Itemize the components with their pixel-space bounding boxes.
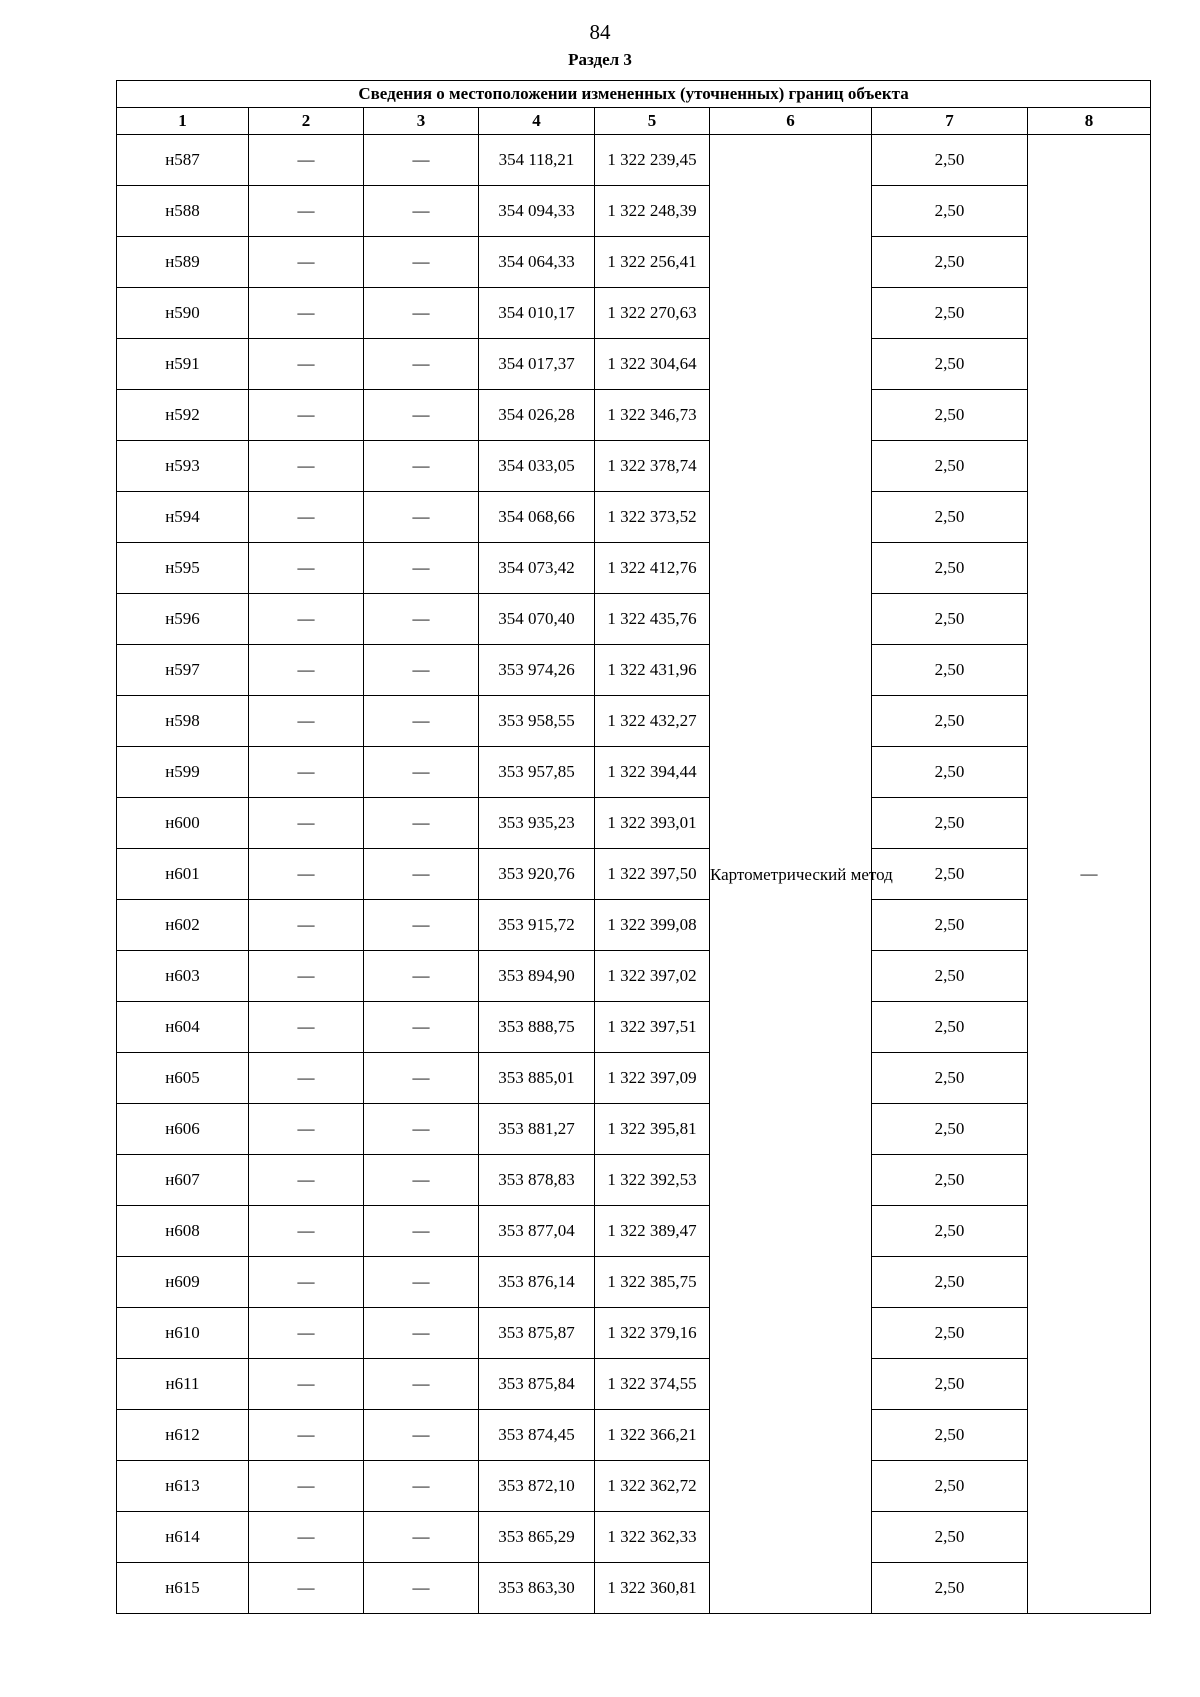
coordinate-x: 353 881,27 xyxy=(479,1104,595,1155)
table-row xyxy=(117,645,1151,696)
accuracy-value: 2,50 xyxy=(872,1461,1028,1512)
accuracy-value: 2,50 xyxy=(872,135,1028,186)
table-row xyxy=(117,696,1151,747)
coordinate-x: 354 070,40 xyxy=(479,594,595,645)
table-body xyxy=(117,135,1151,1614)
table-row xyxy=(117,1461,1151,1512)
column-header-5: 5 xyxy=(595,108,710,135)
coordinate-x: 353 878,83 xyxy=(479,1155,595,1206)
coordinate-x: 353 920,76 xyxy=(479,849,595,900)
table-caption: Сведения о местоположении измененных (уточненных) границ объекта xyxy=(117,81,1151,108)
column-3-value: — xyxy=(364,339,479,390)
table-row xyxy=(117,288,1151,339)
point-number: н602 xyxy=(117,900,249,951)
coordinate-x: 354 010,17 xyxy=(479,288,595,339)
point-number: н606 xyxy=(117,1104,249,1155)
column-2-value: — xyxy=(249,1563,364,1614)
accuracy-value: 2,50 xyxy=(872,237,1028,288)
coordinate-x: 354 068,66 xyxy=(479,492,595,543)
column-3-value: — xyxy=(364,288,479,339)
coordinate-y: 1 322 397,02 xyxy=(595,951,710,1002)
accuracy-value: 2,50 xyxy=(872,1257,1028,1308)
coordinate-x: 353 935,23 xyxy=(479,798,595,849)
table-row xyxy=(117,1206,1151,1257)
point-number: н603 xyxy=(117,951,249,1002)
coordinate-y: 1 322 397,51 xyxy=(595,1002,710,1053)
column-3-value: — xyxy=(364,1206,479,1257)
column-8-value: — xyxy=(1028,135,1151,1614)
table-row xyxy=(117,951,1151,1002)
column-3-value: — xyxy=(364,696,479,747)
column-3-value: — xyxy=(364,1410,479,1461)
column-3-value: — xyxy=(364,1257,479,1308)
table-row xyxy=(117,1359,1151,1410)
column-2-value: — xyxy=(249,1206,364,1257)
coordinate-x: 354 118,21 xyxy=(479,135,595,186)
column-2-value: — xyxy=(249,1155,364,1206)
coordinate-y: 1 322 346,73 xyxy=(595,390,710,441)
coordinate-x: 353 915,72 xyxy=(479,900,595,951)
column-2-value: — xyxy=(249,645,364,696)
page-number: 84 xyxy=(589,20,611,44)
column-header-2: 2 xyxy=(249,108,364,135)
point-number: н604 xyxy=(117,1002,249,1053)
table-row xyxy=(117,1410,1151,1461)
accuracy-value: 2,50 xyxy=(872,1563,1028,1614)
accuracy-value: 2,50 xyxy=(872,1512,1028,1563)
column-3-value: — xyxy=(364,1359,479,1410)
accuracy-value: 2,50 xyxy=(872,390,1028,441)
column-2-value: — xyxy=(249,747,364,798)
column-header-3: 3 xyxy=(364,108,479,135)
column-2-value: — xyxy=(249,696,364,747)
accuracy-value: 2,50 xyxy=(872,441,1028,492)
column-3-value: — xyxy=(364,1308,479,1359)
accuracy-value: 2,50 xyxy=(872,1308,1028,1359)
column-3-value: — xyxy=(364,237,479,288)
coordinate-x: 353 974,26 xyxy=(479,645,595,696)
accuracy-value: 2,50 xyxy=(872,1053,1028,1104)
point-number: н608 xyxy=(117,1206,249,1257)
column-2-value: — xyxy=(249,237,364,288)
column-header-7: 7 xyxy=(872,108,1028,135)
coordinate-y: 1 322 362,72 xyxy=(595,1461,710,1512)
coordinate-y: 1 322 270,63 xyxy=(595,288,710,339)
determination-method: Картометрический метод xyxy=(710,135,872,1614)
column-2-value: — xyxy=(249,1257,364,1308)
table-row xyxy=(117,1053,1151,1104)
accuracy-value: 2,50 xyxy=(872,849,1028,900)
column-3-value: — xyxy=(364,492,479,543)
table-row xyxy=(117,339,1151,390)
column-header-6: 6 xyxy=(710,108,872,135)
coordinate-y: 1 322 389,47 xyxy=(595,1206,710,1257)
accuracy-value: 2,50 xyxy=(872,645,1028,696)
column-2-value: — xyxy=(249,288,364,339)
column-2-value: — xyxy=(249,849,364,900)
column-2-value: — xyxy=(249,492,364,543)
column-3-value: — xyxy=(364,1155,479,1206)
table-row xyxy=(117,1002,1151,1053)
coordinate-y: 1 322 378,74 xyxy=(595,441,710,492)
column-2-value: — xyxy=(249,1512,364,1563)
accuracy-value: 2,50 xyxy=(872,1002,1028,1053)
column-2-value: — xyxy=(249,390,364,441)
column-3-value: — xyxy=(364,1002,479,1053)
coordinate-x: 354 073,42 xyxy=(479,543,595,594)
coordinate-y: 1 322 395,81 xyxy=(595,1104,710,1155)
column-3-value: — xyxy=(364,645,479,696)
point-number: н615 xyxy=(117,1563,249,1614)
column-2-value: — xyxy=(249,441,364,492)
column-header-8: 8 xyxy=(1028,108,1151,135)
coordinate-y: 1 322 374,55 xyxy=(595,1359,710,1410)
point-number: н607 xyxy=(117,1155,249,1206)
point-number: н595 xyxy=(117,543,249,594)
table-row xyxy=(117,900,1151,951)
accuracy-value: 2,50 xyxy=(872,696,1028,747)
table-row xyxy=(117,1257,1151,1308)
table-row xyxy=(117,798,1151,849)
point-number: н592 xyxy=(117,390,249,441)
table-row xyxy=(117,237,1151,288)
coordinate-x: 353 875,87 xyxy=(479,1308,595,1359)
table-row xyxy=(117,186,1151,237)
coordinate-y: 1 322 379,16 xyxy=(595,1308,710,1359)
column-2-value: — xyxy=(249,1461,364,1512)
table-row xyxy=(117,1104,1151,1155)
point-number: н601 xyxy=(117,849,249,900)
boundary-coordinates-table xyxy=(116,80,1151,1614)
point-number: н587 xyxy=(117,135,249,186)
column-2-value: — xyxy=(249,1002,364,1053)
column-number-row xyxy=(117,108,1151,135)
point-number: н596 xyxy=(117,594,249,645)
coordinate-x: 353 872,10 xyxy=(479,1461,595,1512)
column-2-value: — xyxy=(249,1053,364,1104)
coordinate-y: 1 322 256,41 xyxy=(595,237,710,288)
coordinate-x: 354 026,28 xyxy=(479,390,595,441)
coordinate-x: 353 885,01 xyxy=(479,1053,595,1104)
point-number: н605 xyxy=(117,1053,249,1104)
point-number: н599 xyxy=(117,747,249,798)
column-2-value: — xyxy=(249,1410,364,1461)
point-number: н591 xyxy=(117,339,249,390)
column-3-value: — xyxy=(364,1104,479,1155)
coordinate-x: 353 876,14 xyxy=(479,1257,595,1308)
column-3-value: — xyxy=(364,1461,479,1512)
column-2-value: — xyxy=(249,900,364,951)
point-number: н609 xyxy=(117,1257,249,1308)
column-2-value: — xyxy=(249,1104,364,1155)
coordinate-y: 1 322 397,09 xyxy=(595,1053,710,1104)
accuracy-value: 2,50 xyxy=(872,951,1028,1002)
table-row xyxy=(117,1512,1151,1563)
point-number: н612 xyxy=(117,1410,249,1461)
column-2-value: — xyxy=(249,543,364,594)
column-3-value: — xyxy=(364,441,479,492)
coordinate-y: 1 322 385,75 xyxy=(595,1257,710,1308)
table-row xyxy=(117,441,1151,492)
coordinate-x: 354 064,33 xyxy=(479,237,595,288)
coordinate-x: 353 957,85 xyxy=(479,747,595,798)
accuracy-value: 2,50 xyxy=(872,1206,1028,1257)
column-2-value: — xyxy=(249,135,364,186)
accuracy-value: 2,50 xyxy=(872,594,1028,645)
table-row xyxy=(117,1155,1151,1206)
coordinate-y: 1 322 397,50 xyxy=(595,849,710,900)
accuracy-value: 2,50 xyxy=(872,492,1028,543)
accuracy-value: 2,50 xyxy=(872,543,1028,594)
coordinate-y: 1 322 248,39 xyxy=(595,186,710,237)
column-2-value: — xyxy=(249,594,364,645)
column-2-value: — xyxy=(249,186,364,237)
column-3-value: — xyxy=(364,798,479,849)
coordinate-x: 354 033,05 xyxy=(479,441,595,492)
coordinate-y: 1 322 362,33 xyxy=(595,1512,710,1563)
coordinate-x: 353 874,45 xyxy=(479,1410,595,1461)
coordinate-y: 1 322 304,64 xyxy=(595,339,710,390)
coordinate-x: 353 958,55 xyxy=(479,696,595,747)
column-3-value: — xyxy=(364,390,479,441)
table-row xyxy=(117,390,1151,441)
column-3-value: — xyxy=(364,135,479,186)
point-number: н611 xyxy=(117,1359,249,1410)
column-3-value: — xyxy=(364,543,479,594)
column-3-value: — xyxy=(364,951,479,1002)
coordinate-x: 354 017,37 xyxy=(479,339,595,390)
coordinate-y: 1 322 239,45 xyxy=(595,135,710,186)
column-3-value: — xyxy=(364,594,479,645)
column-header-4: 4 xyxy=(479,108,595,135)
coordinate-y: 1 322 373,52 xyxy=(595,492,710,543)
coordinate-y: 1 322 366,21 xyxy=(595,1410,710,1461)
coordinate-x: 353 877,04 xyxy=(479,1206,595,1257)
column-3-value: — xyxy=(364,747,479,798)
point-number: н614 xyxy=(117,1512,249,1563)
table-row xyxy=(117,594,1151,645)
column-2-value: — xyxy=(249,798,364,849)
section-title: Раздел 3 xyxy=(568,50,632,69)
column-3-value: — xyxy=(364,1563,479,1614)
point-number: н588 xyxy=(117,186,249,237)
coordinate-y: 1 322 394,44 xyxy=(595,747,710,798)
accuracy-value: 2,50 xyxy=(872,1104,1028,1155)
coordinate-x: 353 894,90 xyxy=(479,951,595,1002)
column-3-value: — xyxy=(364,1512,479,1563)
accuracy-value: 2,50 xyxy=(872,900,1028,951)
accuracy-value: 2,50 xyxy=(872,339,1028,390)
point-number: н610 xyxy=(117,1308,249,1359)
accuracy-value: 2,50 xyxy=(872,747,1028,798)
accuracy-value: 2,50 xyxy=(872,798,1028,849)
column-2-value: — xyxy=(249,1308,364,1359)
coordinate-y: 1 322 431,96 xyxy=(595,645,710,696)
point-number: н594 xyxy=(117,492,249,543)
column-3-value: — xyxy=(364,849,479,900)
point-number: н590 xyxy=(117,288,249,339)
column-2-value: — xyxy=(249,1359,364,1410)
coordinate-y: 1 322 393,01 xyxy=(595,798,710,849)
column-3-value: — xyxy=(364,1053,479,1104)
point-number: н613 xyxy=(117,1461,249,1512)
table-row xyxy=(117,543,1151,594)
table-row xyxy=(117,492,1151,543)
table-row xyxy=(117,849,1151,900)
coordinate-y: 1 322 360,81 xyxy=(595,1563,710,1614)
accuracy-value: 2,50 xyxy=(872,288,1028,339)
table-row xyxy=(117,1563,1151,1614)
coordinate-y: 1 322 399,08 xyxy=(595,900,710,951)
coordinate-x: 353 865,29 xyxy=(479,1512,595,1563)
column-3-value: — xyxy=(364,900,479,951)
table-row xyxy=(117,135,1151,186)
accuracy-value: 2,50 xyxy=(872,1359,1028,1410)
point-number: н589 xyxy=(117,237,249,288)
coordinate-y: 1 322 412,76 xyxy=(595,543,710,594)
coordinate-y: 1 322 432,27 xyxy=(595,696,710,747)
coordinate-y: 1 322 435,76 xyxy=(595,594,710,645)
table-row xyxy=(117,747,1151,798)
point-number: н600 xyxy=(117,798,249,849)
column-2-value: — xyxy=(249,339,364,390)
coordinate-x: 353 863,30 xyxy=(479,1563,595,1614)
column-header-1: 1 xyxy=(117,108,249,135)
coordinate-y: 1 322 392,53 xyxy=(595,1155,710,1206)
column-3-value: — xyxy=(364,186,479,237)
coordinate-x: 354 094,33 xyxy=(479,186,595,237)
accuracy-value: 2,50 xyxy=(872,1155,1028,1206)
accuracy-value: 2,50 xyxy=(872,186,1028,237)
accuracy-value: 2,50 xyxy=(872,1410,1028,1461)
point-number: н593 xyxy=(117,441,249,492)
table-row xyxy=(117,1308,1151,1359)
point-number: н598 xyxy=(117,696,249,747)
coordinate-x: 353 875,84 xyxy=(479,1359,595,1410)
column-2-value: — xyxy=(249,951,364,1002)
point-number: н597 xyxy=(117,645,249,696)
coordinate-x: 353 888,75 xyxy=(479,1002,595,1053)
